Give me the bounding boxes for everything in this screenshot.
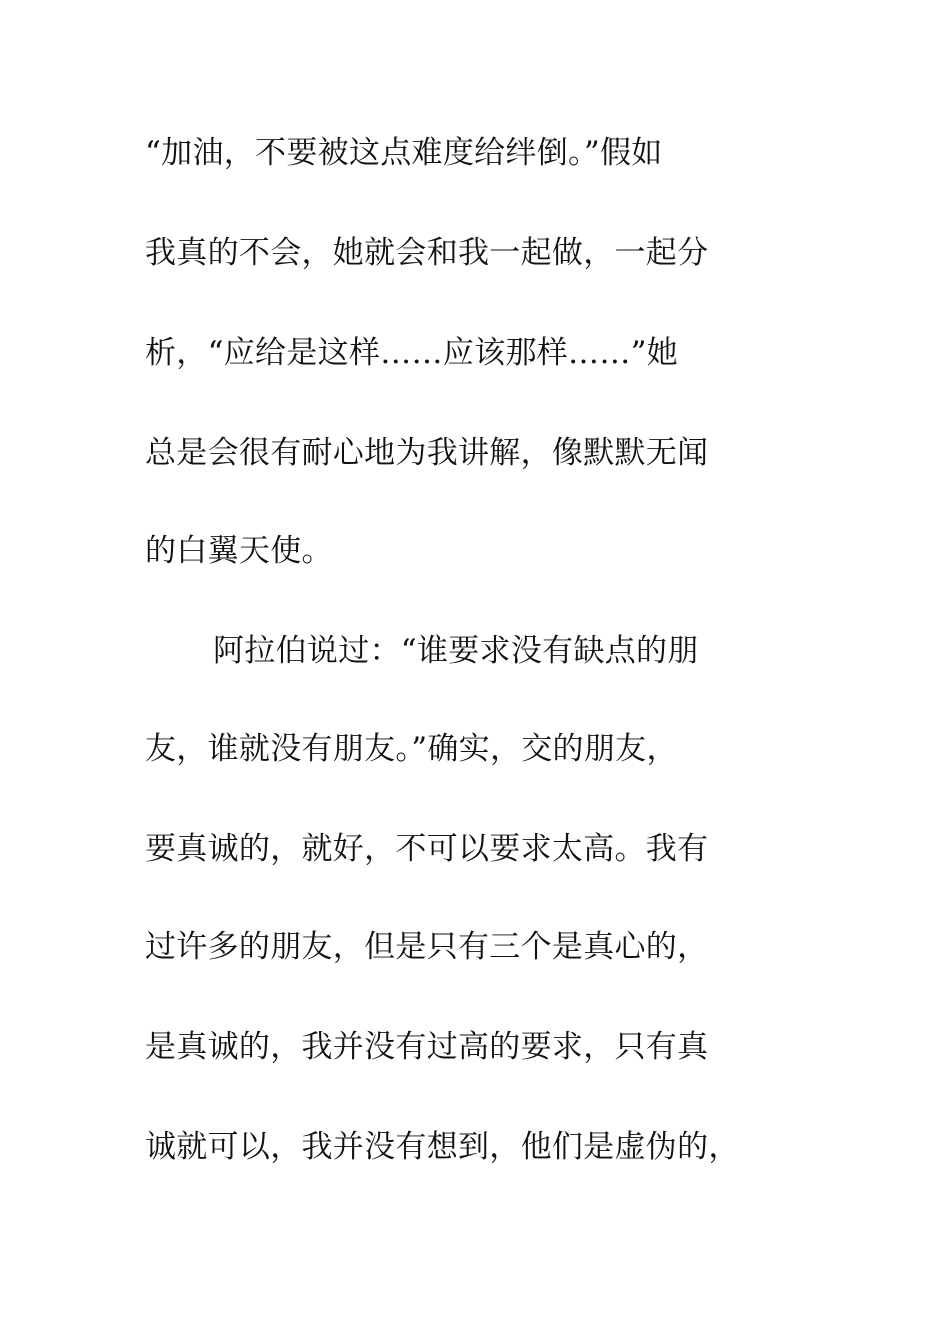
- paragraph-2-first-line: 阿拉伯说过：“谁要求没有缺点的朋: [213, 633, 699, 669]
- text-line-1: “加油，不要被这点难度给绊倒。”假如: [145, 135, 663, 171]
- text-line-7: 友，谁就没有朋友。”确实，交的朋友，: [145, 731, 678, 767]
- text-line-2: 我真的不会，她就会和我一起做，一起分: [145, 235, 709, 271]
- text-line-11: 诚就可以，我并没有想到，他们是虚伪的，: [145, 1129, 740, 1165]
- text-line-3: 析，“应给是这样……应该那样……”她: [145, 335, 679, 371]
- text-line-4: 总是会很有耐心地为我讲解，像默默无闻: [145, 435, 709, 471]
- text-line-8: 要真诚的，就好，不可以要求太高。我有: [145, 831, 709, 867]
- text-line-10: 是真诚的，我并没有过高的要求，只有真: [145, 1029, 709, 1065]
- text-line-9: 过许多的朋友，但是只有三个是真心的，: [145, 929, 709, 965]
- text-line-5: 的白翼天使。: [145, 533, 333, 569]
